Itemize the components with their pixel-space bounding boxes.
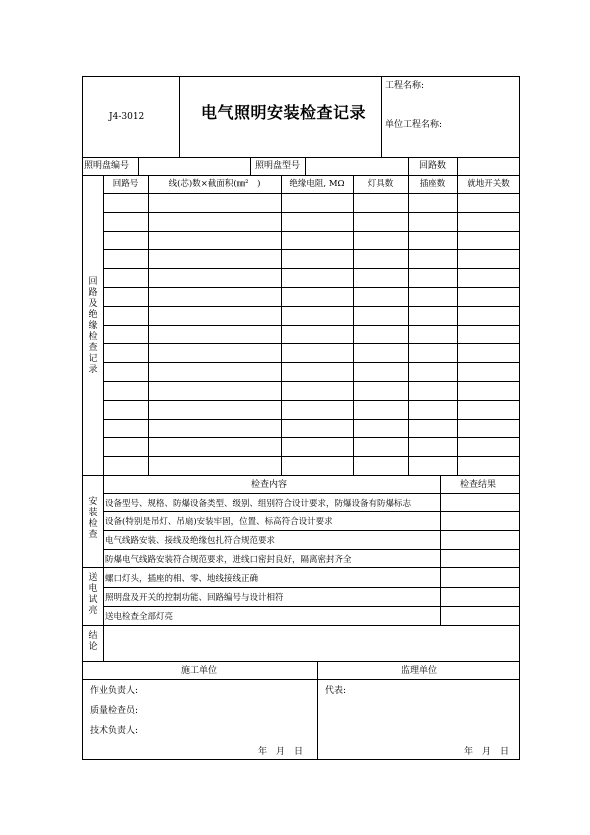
column-header: 就地开关数 — [467, 179, 510, 189]
divider — [103, 268, 520, 269]
conclusion-label: 结论 — [88, 631, 98, 652]
divider — [83, 567, 520, 568]
panel-no-label: 照明盘编号 — [84, 161, 130, 171]
divider — [103, 475, 104, 567]
divider — [103, 437, 520, 438]
divider — [457, 157, 458, 175]
project-name-label: 工程名称: — [385, 81, 425, 91]
divider — [103, 212, 520, 213]
divider — [408, 157, 409, 175]
representative-label: 代表: — [325, 686, 347, 696]
divider — [103, 530, 520, 531]
divider — [103, 287, 520, 288]
check-item: 设备(特别是吊灯、吊扇)安装牢固，位置、标高符合设计要求 — [105, 517, 333, 527]
column-header: 回路号 — [112, 179, 139, 189]
unit-project-label: 单位工程名称: — [385, 120, 443, 130]
divider — [138, 157, 139, 175]
circuit-count-label: 回路数 — [419, 161, 447, 171]
divider — [440, 475, 441, 625]
column-header: 线(芯)数×截面积(㎜² ) — [168, 179, 261, 189]
divider — [381, 77, 382, 157]
divider — [103, 567, 104, 625]
quality-inspector-label: 质量检查员: — [90, 706, 139, 716]
result-header: 检查结果 — [460, 480, 497, 490]
divider — [103, 362, 520, 363]
circuit-section-label: 回路及绝缘检查记录 — [88, 277, 98, 375]
test-item: 照明盘及开关的控制功能、回路编号与设计相符 — [105, 593, 284, 603]
divider — [103, 381, 520, 382]
divider — [103, 456, 520, 457]
date-right: 年 月 日 — [464, 747, 510, 757]
check-item: 电气线路安装、接线及绝缘包扎符合规范要求 — [105, 536, 276, 546]
install-check-label: 安装检查 — [88, 497, 98, 540]
form-code: J4-3012 — [109, 112, 145, 122]
divider — [305, 157, 306, 175]
divider — [83, 679, 520, 680]
check-item: 防爆电气线路安装符合规范要求，进线口密封良好，隔离密封齐全 — [105, 555, 352, 565]
test-item: 送电检查全部灯亮 — [105, 612, 174, 622]
date-left: 年 月 日 — [258, 747, 304, 757]
divider — [83, 625, 520, 626]
divider — [250, 157, 251, 175]
column-header: 绝缘电阻, MΩ — [289, 179, 345, 189]
column-header: 插座数 — [419, 179, 446, 189]
check-item: 设备型号、规格、防爆设备类型、级别、组别符合设计要求，防爆设备有防爆标志 — [105, 499, 412, 509]
divider — [83, 661, 520, 662]
divider — [83, 475, 520, 476]
test-item: 螺口灯头，插座的相、零、地线接线正确 — [105, 574, 259, 584]
form-title: 电气照明安装检查记录 — [201, 103, 367, 122]
panel-type-label: 照明盘型号 — [255, 161, 301, 171]
work-leader-label: 作业负责人: — [90, 686, 139, 696]
divider — [103, 306, 520, 307]
divider — [103, 625, 104, 661]
divider — [103, 193, 520, 194]
divider — [83, 157, 520, 158]
divider — [103, 343, 520, 344]
divider — [103, 549, 520, 550]
divider — [103, 325, 520, 326]
divider — [103, 606, 520, 607]
divider — [103, 400, 520, 401]
divider — [103, 419, 520, 420]
power-test-label: 送电试亮 — [88, 573, 98, 616]
divider — [103, 249, 520, 250]
technical-leader-label: 技术负责人: — [90, 726, 139, 736]
divider — [103, 231, 520, 232]
divider — [317, 661, 318, 760]
divider — [103, 493, 520, 494]
supervision-unit-label: 监理单位 — [401, 666, 438, 676]
divider — [103, 511, 520, 512]
column-header: 灯具数 — [367, 179, 394, 189]
inspection-form — [82, 76, 520, 760]
divider — [103, 587, 520, 588]
divider — [179, 77, 180, 157]
content-header: 检查内容 — [251, 480, 288, 490]
construction-unit-label: 施工单位 — [181, 666, 218, 676]
